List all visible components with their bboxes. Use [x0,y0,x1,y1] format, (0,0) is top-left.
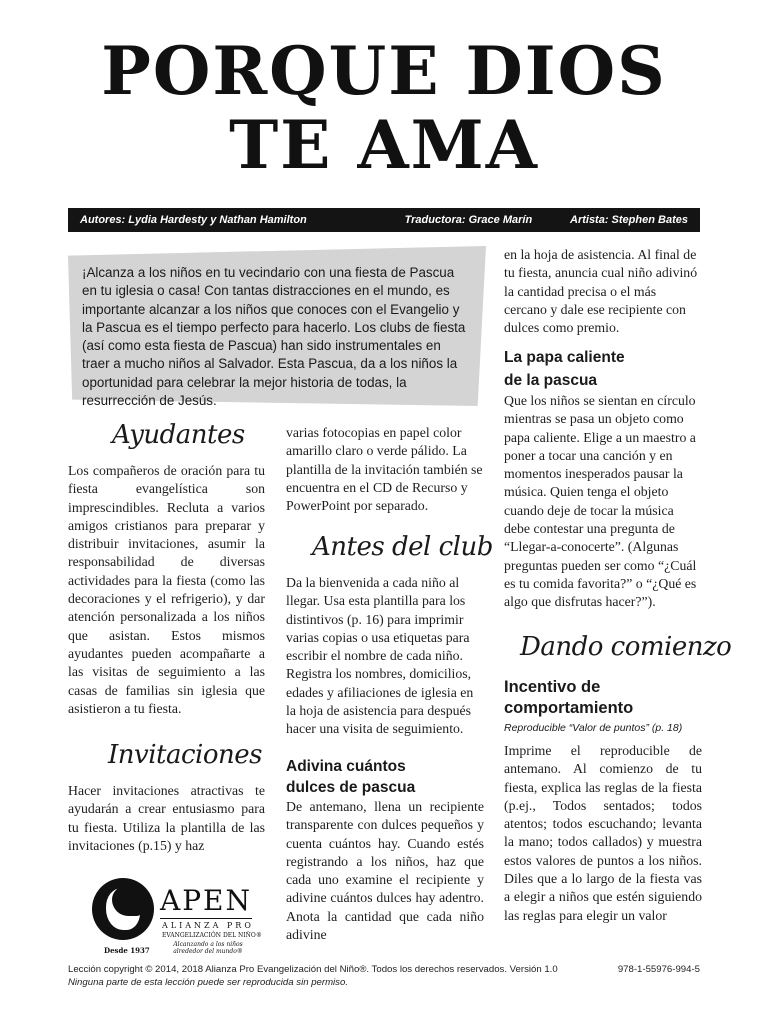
reproducible-note: Reproducible “Valor de puntos” (p. 18) [504,722,683,734]
adivina-body: De antemano, llena un recipiente transparente con dulces pequeños y cuenta cuántos hay. Cuando estés registrando a los niños, haz que cada uno examine el recipiente y adivine cuántos dulces hay adentro. Anota la cantidad que cada niño adivine [286,799,484,943]
page-title-line-2: TE AMA [229,106,539,184]
heading-antes-del-club: Antes del club [312,532,493,562]
invitaciones-continued: varias fotocopias en papel color amarillo claro o verde pálido. La plantilla de la invitación también se encuentra en el CD de Recurso y PowerPoint por separado. [286,425,483,514]
antes-body: Da la bienvenida a cada niño al llegar. Usa esta plantilla para los distintivos (p. 16) para imprimir varias copias o usa etiquetas para escribir el nombre de cada niño. Registra los nombres, domicilios, edades y afiliaciones de iglesia en la hoja de asistencia para después hacer una visita de seguimiento. [286,575,474,737]
credit-authors: Autores: Lydia Hardesty y Nathan Hamilton [80,214,307,226]
page-title-line-1: PORQUE DIOS [101,32,667,110]
invitaciones-body: Hacer invitaciones atractivas te ayudarán a crear entusiasmo para tu fiesta. Utiliza la plantilla de las invitaciones (p.15) y haz [68,783,265,853]
incentivo-body: Imprime el reproducible de antemano. Al comienzo de tu fiesta, explica las reglas de la fiesta (p.ej., Todos sentados; todos atentos; todos escuchando; levanta la mano; todos callados) y muestra estos valores de puntos a los niños. Diles que a lo largo de la fiesta vas a elegir a niños que estén siguiendo las reglas para elegir un valor [504,743,702,923]
heading-dando-comienzo: Dando comienzo [520,632,732,662]
footer-copyright: Lección copyright © 2014, 2018 Alianza Pro Evangelización del Niño®. Todos los derechos reservados. Versión 1.0 [68,964,558,975]
logo-divider [160,918,252,919]
logo-subtitle-2: EVANGELIZACIÓN DEL NIÑO® [162,932,262,939]
credit-translator: Traductora: Grace Marín [404,214,533,226]
credits-bar [68,208,700,232]
logo-motto: Alcanzando a los niños alrededor del mundo® [173,941,243,955]
logo-name: APEN [160,884,252,917]
credit-artist: Artista: Stephen Bates [570,214,688,226]
child-profile-emblem-icon [92,878,154,940]
heading-incentivo-2: comportamiento [504,699,634,717]
logo-since: Desde 1937 [104,946,150,955]
footer-isbn: 978-1-55976-994-5 [617,964,700,975]
ayudantes-body: Los compañeros de oración para tu fiesta evangelística son imprescindibles. Recluta a varios amigos cristianos para preparar y distribuir invitaciones, asumir la responsabilidad de diversas actividades para la fiesta (como las decoraciones y el refrigerio), y dar atención personalizada a los niños que asistan. Estos mismos ayudantes pueden acompañarte a las visitas de seguimiento a las casas de familias sin iglesia que asistieron a tu fiesta. [68,463,265,716]
heading-incentivo-1: Incentivo de [504,678,601,696]
heading-ayudantes: Ayudantes [112,420,245,450]
heading-adivina-2: dulces de pascua [286,779,416,796]
heading-adivina-1: Adivina cuántos [286,758,406,775]
logo-subtitle: ALIANZA PRO [162,921,254,930]
apen-logo [92,878,262,958]
heading-invitaciones: Invitaciones [108,740,262,770]
footer-copyright-line [68,964,708,975]
footer-notice: Ninguna parte de esta lección puede ser reproducida sin permiso. [68,977,348,988]
heading-papa-2: de la pascua [504,372,598,389]
adivina-continued: en la hoja de asistencia. Al final de tu fiesta, anuncia cual niño adivinó la cantidad precisa o el más cercano y dale ese recipiente con dulces como premio. [504,247,698,336]
heading-papa-1: La papa caliente [504,349,625,366]
papa-body: Que los niños se sientan en círculo mientras se pasa un objeto como papa caliente. Elige a un maestro a poner a tocar una canción y en momentos inesperados pausar la música. Quien tenga el objeto cuando deje de tocar la música debe contestar una pregunta de “Llegar-a-conocerte”. (Algunas preguntas pueden ser como “¿Cuál es tu comida favorita?” o “¿Qué es algo que disfrutas hacer?”). [504,393,697,610]
intro-text: ¡Alcanza a los niños en tu vecindario con una fiesta de Pascua en tu iglesia o casa! Con tantas distracciones en el mundo, es importante alcanzar a los niños que conoces con el Evangelio y la Pascua es el tiempo perfecto para hacerlo. Los clubs de fiesta (así como esta fiesta de Pascua) han sido instrumentales en traer a mucho niños al Salvador. Esta Pascua, da a los niños la oportunidad para celebrar la mejor historia de todas, la resurrección de Jesús. [82,265,466,409]
